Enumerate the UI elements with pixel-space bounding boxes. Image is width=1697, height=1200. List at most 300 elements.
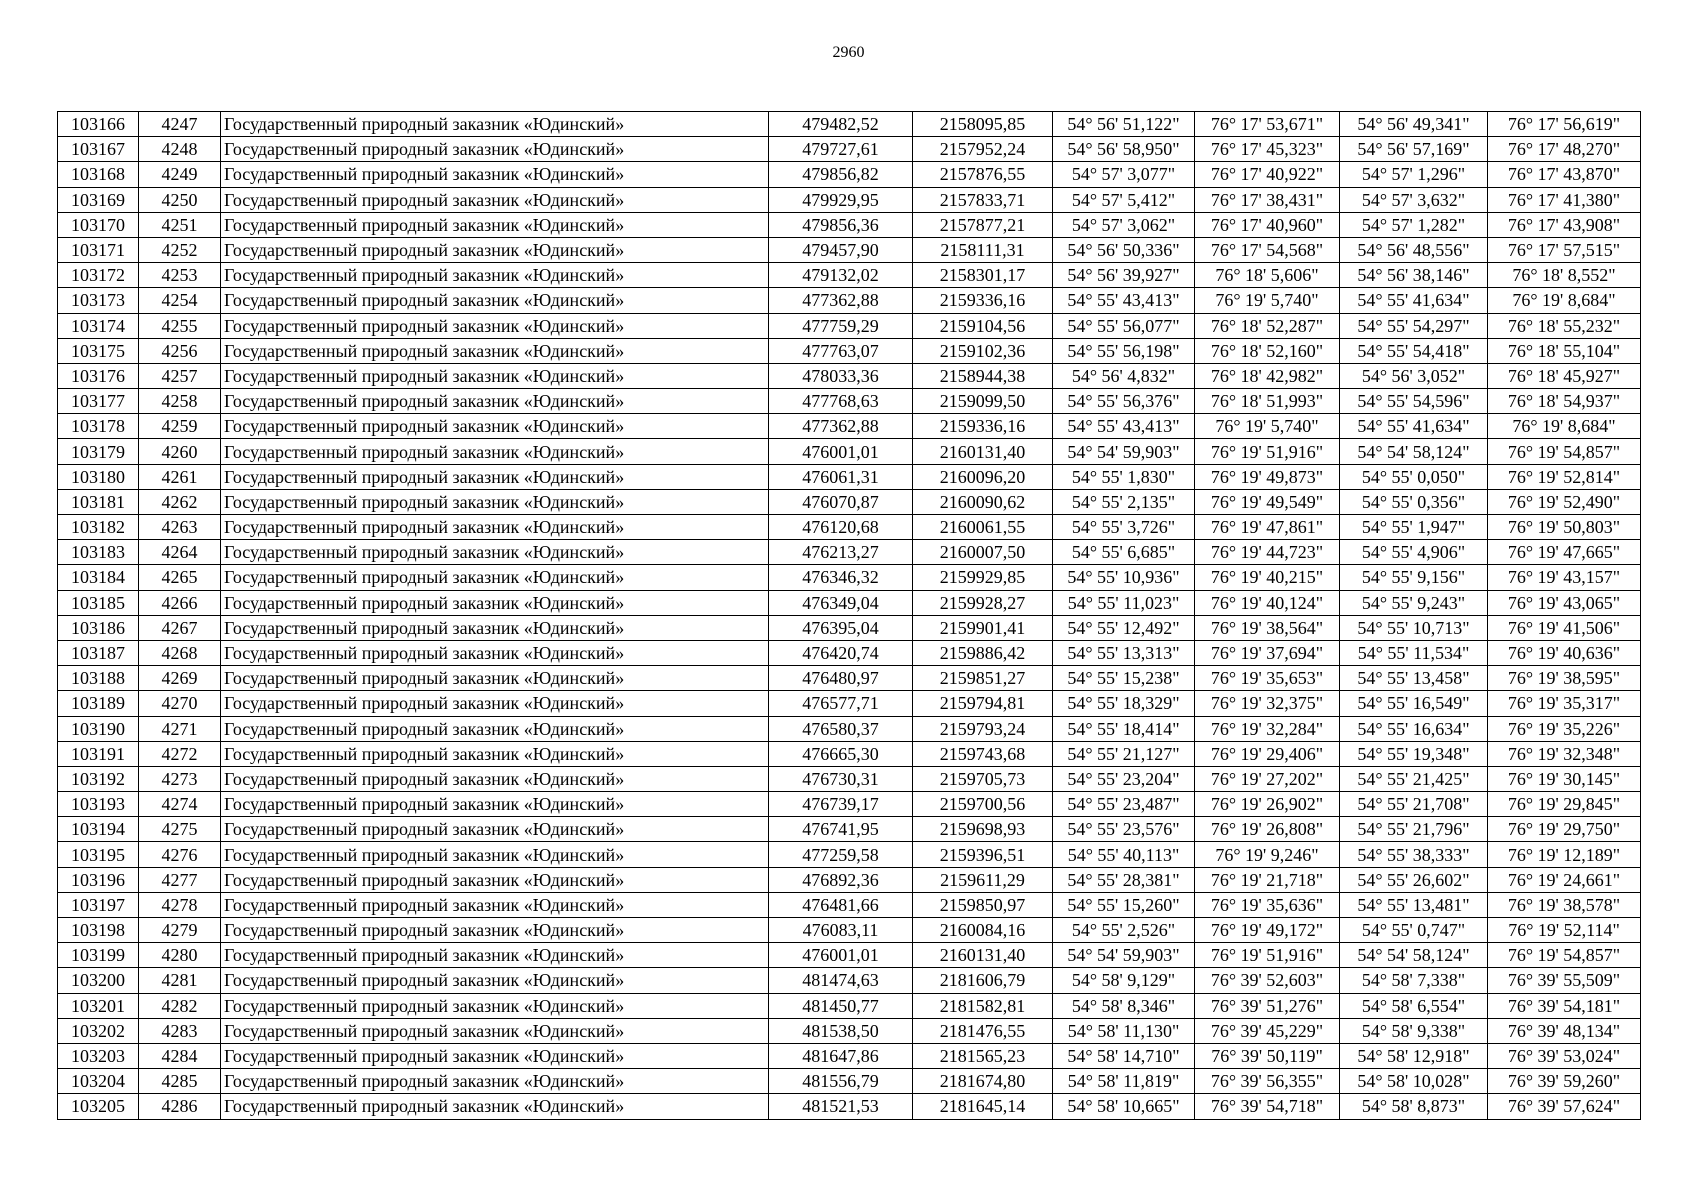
coord-x-cell: 481521,53 (769, 1094, 913, 1119)
latitude-2-cell: 54° 55' 54,418" (1340, 338, 1488, 363)
latitude-2-cell: 54° 58' 12,918" (1340, 1043, 1488, 1068)
longitude-1-cell: 76° 19' 21,718" (1195, 867, 1340, 892)
latitude-2-cell: 54° 55' 1,947" (1340, 515, 1488, 540)
coord-x-cell: 479132,02 (769, 263, 913, 288)
reserve-name-cell: Государственный природный заказник «Юдинский» (221, 237, 769, 262)
point-number-cell: 4247 (139, 112, 221, 137)
reserve-name-cell: Государственный природный заказник «Юдинский» (221, 187, 769, 212)
longitude-1-cell: 76° 19' 37,694" (1195, 640, 1340, 665)
reserve-name-cell: Государственный природный заказник «Юдинский» (221, 766, 769, 791)
longitude-1-cell: 76° 17' 38,431" (1195, 187, 1340, 212)
table-body (58, 112, 1641, 1120)
longitude-2-cell: 76° 19' 8,684" (1488, 288, 1641, 313)
longitude-1-cell: 76° 19' 49,549" (1195, 489, 1340, 514)
point-number-cell: 4263 (139, 515, 221, 540)
latitude-2-cell: 54° 55' 41,634" (1340, 288, 1488, 313)
row-number-cell: 103200 (58, 968, 139, 993)
row-number-cell: 103199 (58, 943, 139, 968)
latitude-2-cell: 54° 56' 57,169" (1340, 137, 1488, 162)
page-number: 2960 (832, 44, 865, 61)
coord-x-cell: 479727,61 (769, 137, 913, 162)
coord-y-cell: 2159102,36 (913, 338, 1053, 363)
reserve-name-cell: Государственный природный заказник «Юдинский» (221, 666, 769, 691)
point-number-cell: 4253 (139, 263, 221, 288)
longitude-1-cell: 76° 19' 47,861" (1195, 515, 1340, 540)
point-number-cell: 4256 (139, 338, 221, 363)
coord-y-cell: 2159928,27 (913, 590, 1053, 615)
coord-y-cell: 2159099,50 (913, 389, 1053, 414)
reserve-name-cell: Государственный природный заказник «Юдинский» (221, 892, 769, 917)
latitude-1-cell: 54° 58' 11,819" (1053, 1069, 1195, 1094)
coord-x-cell: 479457,90 (769, 237, 913, 262)
table-row (58, 414, 1641, 439)
point-number-cell: 4280 (139, 943, 221, 968)
reserve-name-cell: Государственный природный заказник «Юдинский» (221, 993, 769, 1018)
coord-y-cell: 2160131,40 (913, 439, 1053, 464)
table-row (58, 892, 1641, 917)
point-number-cell: 4269 (139, 666, 221, 691)
longitude-2-cell: 76° 19' 12,189" (1488, 842, 1641, 867)
row-number-cell: 103194 (58, 817, 139, 842)
table-row (58, 439, 1641, 464)
table-row (58, 112, 1641, 137)
latitude-1-cell: 54° 55' 1,830" (1053, 464, 1195, 489)
longitude-1-cell: 76° 19' 9,246" (1195, 842, 1340, 867)
reserve-name-cell: Государственный природный заказник «Юдинский» (221, 968, 769, 993)
latitude-1-cell: 54° 55' 43,413" (1053, 288, 1195, 313)
table-row (58, 741, 1641, 766)
latitude-1-cell: 54° 57' 3,062" (1053, 212, 1195, 237)
latitude-2-cell: 54° 55' 13,481" (1340, 892, 1488, 917)
reserve-name-cell: Государственный природный заказник «Юдинский» (221, 112, 769, 137)
reserve-name-cell: Государственный природный заказник «Юдинский» (221, 489, 769, 514)
coord-y-cell: 2159850,97 (913, 892, 1053, 917)
row-number-cell: 103167 (58, 137, 139, 162)
longitude-1-cell: 76° 18' 42,982" (1195, 363, 1340, 388)
point-number-cell: 4285 (139, 1069, 221, 1094)
coord-y-cell: 2159104,56 (913, 313, 1053, 338)
longitude-1-cell: 76° 17' 53,671" (1195, 112, 1340, 137)
row-number-cell: 103180 (58, 464, 139, 489)
latitude-1-cell: 54° 55' 28,381" (1053, 867, 1195, 892)
longitude-2-cell: 76° 18' 54,937" (1488, 389, 1641, 414)
coord-y-cell: 2181582,81 (913, 993, 1053, 1018)
longitude-2-cell: 76° 19' 32,348" (1488, 741, 1641, 766)
row-number-cell: 103171 (58, 237, 139, 262)
row-number-cell: 103198 (58, 918, 139, 943)
coord-y-cell: 2159705,73 (913, 766, 1053, 791)
longitude-2-cell: 76° 39' 55,509" (1488, 968, 1641, 993)
reserve-name-cell: Государственный природный заказник «Юдинский» (221, 212, 769, 237)
longitude-2-cell: 76° 19' 43,157" (1488, 565, 1641, 590)
reserve-name-cell: Государственный природный заказник «Юдинский» (221, 363, 769, 388)
coord-x-cell: 481474,63 (769, 968, 913, 993)
coord-x-cell: 477259,58 (769, 842, 913, 867)
table-row (58, 943, 1641, 968)
latitude-1-cell: 54° 55' 6,685" (1053, 540, 1195, 565)
latitude-1-cell: 54° 54' 59,903" (1053, 943, 1195, 968)
table-row (58, 1043, 1641, 1068)
longitude-1-cell: 76° 39' 52,603" (1195, 968, 1340, 993)
row-number-cell: 103189 (58, 691, 139, 716)
longitude-2-cell: 76° 39' 59,260" (1488, 1069, 1641, 1094)
longitude-1-cell: 76° 39' 50,119" (1195, 1043, 1340, 1068)
coord-x-cell: 477768,63 (769, 389, 913, 414)
longitude-1-cell: 76° 19' 32,375" (1195, 691, 1340, 716)
coord-x-cell: 476577,71 (769, 691, 913, 716)
coord-x-cell: 476070,87 (769, 489, 913, 514)
row-number-cell: 103166 (58, 112, 139, 137)
coord-x-cell: 476346,32 (769, 565, 913, 590)
coord-y-cell: 2159336,16 (913, 414, 1053, 439)
table-row (58, 389, 1641, 414)
reserve-name-cell: Государственный природный заказник «Юдинский» (221, 640, 769, 665)
table-row (58, 792, 1641, 817)
longitude-1-cell: 76° 19' 5,740" (1195, 414, 1340, 439)
coord-y-cell: 2157877,21 (913, 212, 1053, 237)
table-row (58, 842, 1641, 867)
latitude-1-cell: 54° 55' 56,077" (1053, 313, 1195, 338)
latitude-1-cell: 54° 55' 56,198" (1053, 338, 1195, 363)
row-number-cell: 103186 (58, 615, 139, 640)
latitude-1-cell: 54° 54' 59,903" (1053, 439, 1195, 464)
point-number-cell: 4281 (139, 968, 221, 993)
table-row (58, 716, 1641, 741)
reserve-name-cell: Государственный природный заказник «Юдинский» (221, 1043, 769, 1068)
coord-x-cell: 477362,88 (769, 288, 913, 313)
latitude-2-cell: 54° 54' 58,124" (1340, 439, 1488, 464)
table-row (58, 237, 1641, 262)
longitude-2-cell: 76° 19' 47,665" (1488, 540, 1641, 565)
point-number-cell: 4282 (139, 993, 221, 1018)
longitude-2-cell: 76° 19' 35,317" (1488, 691, 1641, 716)
point-number-cell: 4249 (139, 162, 221, 187)
row-number-cell: 103168 (58, 162, 139, 187)
latitude-1-cell: 54° 58' 11,130" (1053, 1018, 1195, 1043)
coord-y-cell: 2158095,85 (913, 112, 1053, 137)
longitude-1-cell: 76° 19' 40,215" (1195, 565, 1340, 590)
point-number-cell: 4259 (139, 414, 221, 439)
coord-x-cell: 476741,95 (769, 817, 913, 842)
reserve-name-cell: Государственный природный заказник «Юдинский» (221, 867, 769, 892)
latitude-2-cell: 54° 55' 13,458" (1340, 666, 1488, 691)
longitude-2-cell: 76° 17' 48,270" (1488, 137, 1641, 162)
latitude-1-cell: 54° 58' 10,665" (1053, 1094, 1195, 1119)
reserve-name-cell: Государственный природный заказник «Юдинский» (221, 288, 769, 313)
table-row (58, 1094, 1641, 1119)
table-row (58, 640, 1641, 665)
longitude-2-cell: 76° 19' 29,845" (1488, 792, 1641, 817)
point-number-cell: 4268 (139, 640, 221, 665)
longitude-1-cell: 76° 19' 29,406" (1195, 741, 1340, 766)
table-row (58, 565, 1641, 590)
latitude-2-cell: 54° 58' 7,338" (1340, 968, 1488, 993)
table-row (58, 766, 1641, 791)
point-number-cell: 4258 (139, 389, 221, 414)
longitude-2-cell: 76° 18' 8,552" (1488, 263, 1641, 288)
longitude-1-cell: 76° 39' 54,718" (1195, 1094, 1340, 1119)
latitude-1-cell: 54° 58' 9,129" (1053, 968, 1195, 993)
longitude-2-cell: 76° 18' 45,927" (1488, 363, 1641, 388)
point-number-cell: 4262 (139, 489, 221, 514)
reserve-name-cell: Государственный природный заказник «Юдинский» (221, 137, 769, 162)
point-number-cell: 4284 (139, 1043, 221, 1068)
table-row (58, 590, 1641, 615)
longitude-2-cell: 76° 17' 41,380" (1488, 187, 1641, 212)
reserve-name-cell: Государственный природный заказник «Юдинский» (221, 716, 769, 741)
latitude-2-cell: 54° 55' 21,708" (1340, 792, 1488, 817)
reserve-name-cell: Государственный природный заказник «Юдинский» (221, 1069, 769, 1094)
latitude-1-cell: 54° 55' 43,413" (1053, 414, 1195, 439)
longitude-2-cell: 76° 17' 57,515" (1488, 237, 1641, 262)
row-number-cell: 103205 (58, 1094, 139, 1119)
longitude-1-cell: 76° 19' 51,916" (1195, 943, 1340, 968)
coord-y-cell: 2159743,68 (913, 741, 1053, 766)
row-number-cell: 103191 (58, 741, 139, 766)
latitude-2-cell: 54° 56' 49,341" (1340, 112, 1488, 137)
latitude-1-cell: 54° 55' 56,376" (1053, 389, 1195, 414)
point-number-cell: 4251 (139, 212, 221, 237)
reserve-name-cell: Государственный природный заказник «Юдинский» (221, 918, 769, 943)
table-row (58, 993, 1641, 1018)
latitude-1-cell: 54° 55' 23,204" (1053, 766, 1195, 791)
latitude-1-cell: 54° 56' 50,336" (1053, 237, 1195, 262)
longitude-1-cell: 76° 39' 51,276" (1195, 993, 1340, 1018)
longitude-1-cell: 76° 19' 49,172" (1195, 918, 1340, 943)
table-row (58, 212, 1641, 237)
table-row (58, 1018, 1641, 1043)
latitude-2-cell: 54° 55' 9,156" (1340, 565, 1488, 590)
point-number-cell: 4257 (139, 363, 221, 388)
reserve-name-cell: Государственный природный заказник «Юдинский» (221, 313, 769, 338)
reserve-name-cell: Государственный природный заказник «Юдинский» (221, 515, 769, 540)
longitude-2-cell: 76° 18' 55,104" (1488, 338, 1641, 363)
point-number-cell: 4264 (139, 540, 221, 565)
latitude-1-cell: 54° 55' 40,113" (1053, 842, 1195, 867)
table-row (58, 313, 1641, 338)
table-row (58, 666, 1641, 691)
latitude-2-cell: 54° 57' 1,282" (1340, 212, 1488, 237)
latitude-2-cell: 54° 55' 41,634" (1340, 414, 1488, 439)
point-number-cell: 4278 (139, 892, 221, 917)
table-row (58, 363, 1641, 388)
latitude-1-cell: 54° 58' 8,346" (1053, 993, 1195, 1018)
longitude-2-cell: 76° 19' 8,684" (1488, 414, 1641, 439)
table-row (58, 968, 1641, 993)
row-number-cell: 103196 (58, 867, 139, 892)
coord-x-cell: 478033,36 (769, 363, 913, 388)
longitude-2-cell: 76° 39' 53,024" (1488, 1043, 1641, 1068)
row-number-cell: 103197 (58, 892, 139, 917)
latitude-2-cell: 54° 55' 26,602" (1340, 867, 1488, 892)
longitude-2-cell: 76° 19' 52,490" (1488, 489, 1641, 514)
coord-y-cell: 2159611,29 (913, 867, 1053, 892)
longitude-1-cell: 76° 39' 45,229" (1195, 1018, 1340, 1043)
coord-x-cell: 479856,82 (769, 162, 913, 187)
reserve-name-cell: Государственный природный заказник «Юдинский» (221, 414, 769, 439)
point-number-cell: 4286 (139, 1094, 221, 1119)
latitude-1-cell: 54° 55' 15,260" (1053, 892, 1195, 917)
longitude-1-cell: 76° 19' 27,202" (1195, 766, 1340, 791)
latitude-2-cell: 54° 55' 4,906" (1340, 540, 1488, 565)
coord-x-cell: 476892,36 (769, 867, 913, 892)
point-number-cell: 4283 (139, 1018, 221, 1043)
coord-y-cell: 2159901,41 (913, 615, 1053, 640)
coord-y-cell: 2160061,55 (913, 515, 1053, 540)
row-number-cell: 103193 (58, 792, 139, 817)
row-number-cell: 103170 (58, 212, 139, 237)
latitude-1-cell: 54° 56' 51,122" (1053, 112, 1195, 137)
coord-x-cell: 476739,17 (769, 792, 913, 817)
coord-y-cell: 2160084,16 (913, 918, 1053, 943)
row-number-cell: 103202 (58, 1018, 139, 1043)
longitude-2-cell: 76° 17' 43,870" (1488, 162, 1641, 187)
table-row (58, 615, 1641, 640)
latitude-2-cell: 54° 55' 19,348" (1340, 741, 1488, 766)
row-number-cell: 103187 (58, 640, 139, 665)
point-number-cell: 4267 (139, 615, 221, 640)
row-number-cell: 103190 (58, 716, 139, 741)
latitude-1-cell: 54° 57' 3,077" (1053, 162, 1195, 187)
point-number-cell: 4277 (139, 867, 221, 892)
coord-y-cell: 2181606,79 (913, 968, 1053, 993)
longitude-1-cell: 76° 18' 52,287" (1195, 313, 1340, 338)
table-row (58, 489, 1641, 514)
coordinates-table (57, 111, 1641, 1120)
reserve-name-cell: Государственный природный заказник «Юдинский» (221, 615, 769, 640)
row-number-cell: 103192 (58, 766, 139, 791)
latitude-2-cell: 54° 57' 1,296" (1340, 162, 1488, 187)
table-row (58, 162, 1641, 187)
latitude-1-cell: 54° 55' 3,726" (1053, 515, 1195, 540)
point-number-cell: 4271 (139, 716, 221, 741)
longitude-1-cell: 76° 19' 26,808" (1195, 817, 1340, 842)
coord-x-cell: 479929,95 (769, 187, 913, 212)
longitude-2-cell: 76° 19' 40,636" (1488, 640, 1641, 665)
point-number-cell: 4261 (139, 464, 221, 489)
row-number-cell: 103204 (58, 1069, 139, 1094)
point-number-cell: 4279 (139, 918, 221, 943)
longitude-1-cell: 76° 19' 35,636" (1195, 892, 1340, 917)
longitude-2-cell: 76° 19' 54,857" (1488, 439, 1641, 464)
coord-y-cell: 2157952,24 (913, 137, 1053, 162)
reserve-name-cell: Государственный природный заказник «Юдинский» (221, 817, 769, 842)
row-number-cell: 103195 (58, 842, 139, 867)
table-row (58, 817, 1641, 842)
reserve-name-cell: Государственный природный заказник «Юдинский» (221, 792, 769, 817)
longitude-2-cell: 76° 39' 57,624" (1488, 1094, 1641, 1119)
point-number-cell: 4254 (139, 288, 221, 313)
coord-x-cell: 481556,79 (769, 1069, 913, 1094)
latitude-2-cell: 54° 55' 21,796" (1340, 817, 1488, 842)
table-row (58, 187, 1641, 212)
coord-y-cell: 2157833,71 (913, 187, 1053, 212)
coord-y-cell: 2157876,55 (913, 162, 1053, 187)
latitude-2-cell: 54° 55' 38,333" (1340, 842, 1488, 867)
latitude-2-cell: 54° 55' 11,534" (1340, 640, 1488, 665)
reserve-name-cell: Государственный природный заказник «Юдинский» (221, 263, 769, 288)
coord-x-cell: 479856,36 (769, 212, 913, 237)
row-number-cell: 103181 (58, 489, 139, 514)
row-number-cell: 103183 (58, 540, 139, 565)
longitude-2-cell: 76° 17' 43,908" (1488, 212, 1641, 237)
latitude-1-cell: 54° 56' 58,950" (1053, 137, 1195, 162)
latitude-2-cell: 54° 55' 10,713" (1340, 615, 1488, 640)
reserve-name-cell: Государственный природный заказник «Юдинский» (221, 389, 769, 414)
row-number-cell: 103185 (58, 590, 139, 615)
longitude-1-cell: 76° 19' 26,902" (1195, 792, 1340, 817)
table-row (58, 338, 1641, 363)
longitude-2-cell: 76° 19' 30,145" (1488, 766, 1641, 791)
latitude-2-cell: 54° 58' 10,028" (1340, 1069, 1488, 1094)
row-number-cell: 103172 (58, 263, 139, 288)
coord-x-cell: 476580,37 (769, 716, 913, 741)
row-number-cell: 103169 (58, 187, 139, 212)
coord-y-cell: 2159336,16 (913, 288, 1053, 313)
longitude-1-cell: 76° 19' 38,564" (1195, 615, 1340, 640)
latitude-2-cell: 54° 55' 16,549" (1340, 691, 1488, 716)
reserve-name-cell: Государственный природный заказник «Юдинский» (221, 1094, 769, 1119)
point-number-cell: 4274 (139, 792, 221, 817)
latitude-2-cell: 54° 55' 0,356" (1340, 489, 1488, 514)
row-number-cell: 103175 (58, 338, 139, 363)
coord-x-cell: 479482,52 (769, 112, 913, 137)
longitude-1-cell: 76° 39' 56,355" (1195, 1069, 1340, 1094)
table-row (58, 464, 1641, 489)
longitude-2-cell: 76° 19' 43,065" (1488, 590, 1641, 615)
longitude-1-cell: 76° 17' 40,960" (1195, 212, 1340, 237)
longitude-1-cell: 76° 19' 44,723" (1195, 540, 1340, 565)
latitude-2-cell: 54° 55' 0,747" (1340, 918, 1488, 943)
coord-y-cell: 2160090,62 (913, 489, 1053, 514)
longitude-1-cell: 76° 17' 40,922" (1195, 162, 1340, 187)
row-number-cell: 103174 (58, 313, 139, 338)
point-number-cell: 4252 (139, 237, 221, 262)
longitude-1-cell: 76° 19' 32,284" (1195, 716, 1340, 741)
coord-x-cell: 476730,31 (769, 766, 913, 791)
longitude-1-cell: 76° 17' 54,568" (1195, 237, 1340, 262)
row-number-cell: 103177 (58, 389, 139, 414)
row-number-cell: 103182 (58, 515, 139, 540)
coord-x-cell: 476665,30 (769, 741, 913, 766)
latitude-2-cell: 54° 56' 38,146" (1340, 263, 1488, 288)
reserve-name-cell: Государственный природный заказник «Юдинский» (221, 540, 769, 565)
latitude-1-cell: 54° 57' 5,412" (1053, 187, 1195, 212)
point-number-cell: 4275 (139, 817, 221, 842)
reserve-name-cell: Государственный природный заказник «Юдинский» (221, 741, 769, 766)
point-number-cell: 4270 (139, 691, 221, 716)
coord-x-cell: 476120,68 (769, 515, 913, 540)
coord-x-cell: 476001,01 (769, 943, 913, 968)
coord-y-cell: 2181476,55 (913, 1018, 1053, 1043)
coord-y-cell: 2181674,80 (913, 1069, 1053, 1094)
table-row (58, 867, 1641, 892)
latitude-1-cell: 54° 58' 14,710" (1053, 1043, 1195, 1068)
latitude-1-cell: 54° 55' 2,526" (1053, 918, 1195, 943)
coord-y-cell: 2181645,14 (913, 1094, 1053, 1119)
reserve-name-cell: Государственный природный заказник «Юдинский» (221, 1018, 769, 1043)
coord-x-cell: 481538,50 (769, 1018, 913, 1043)
point-number-cell: 4272 (139, 741, 221, 766)
latitude-1-cell: 54° 56' 4,832" (1053, 363, 1195, 388)
longitude-2-cell: 76° 19' 41,506" (1488, 615, 1641, 640)
latitude-2-cell: 54° 58' 8,873" (1340, 1094, 1488, 1119)
latitude-2-cell: 54° 54' 58,124" (1340, 943, 1488, 968)
coord-x-cell: 477759,29 (769, 313, 913, 338)
coord-x-cell: 476213,27 (769, 540, 913, 565)
coord-y-cell: 2159886,42 (913, 640, 1053, 665)
coord-y-cell: 2159396,51 (913, 842, 1053, 867)
